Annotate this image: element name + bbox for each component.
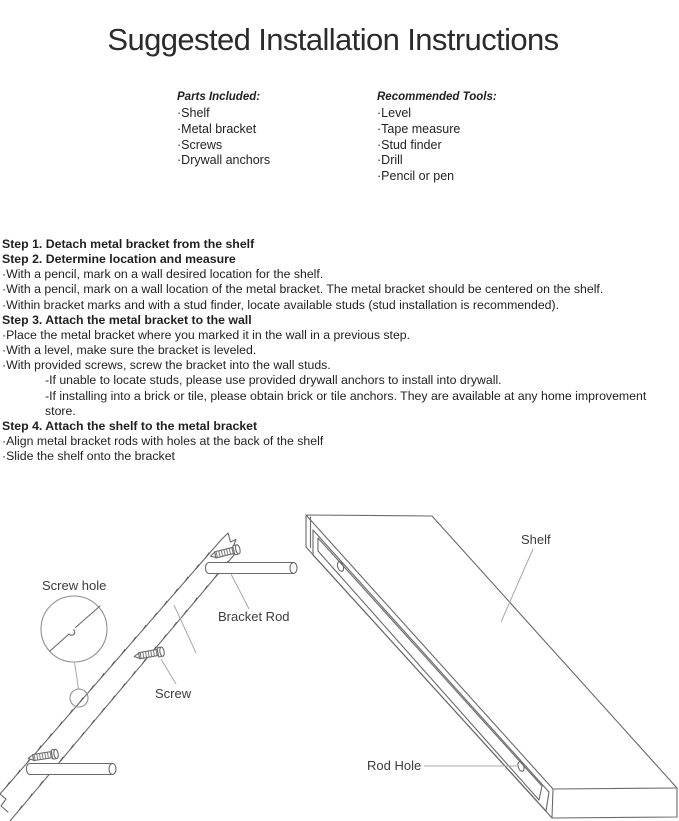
step-bullet: ·With provided screws, screw the bracket into the wall studs. (2, 358, 331, 373)
screw-hole-label: Screw hole (42, 578, 107, 593)
steps-section (2, 237, 679, 464)
tools-item: ·Stud finder (377, 137, 442, 152)
screw-hole-magnifier (41, 596, 107, 707)
tools-item: ·Drill (377, 153, 403, 168)
screw-middle (133, 647, 164, 662)
step-heading: Step 3. Attach the metal bracket to the wall (2, 312, 252, 327)
bracket-rod-label: Bracket Rod (218, 609, 290, 624)
step-bullet: ·Slide the shelf onto the bracket (2, 449, 175, 464)
rod-hole-label: Rod Hole (367, 758, 422, 773)
step-subnote: -If unable to locate studs, please use provided drywall anchors to install into drywall. (45, 373, 502, 388)
screw-pointer-line (161, 659, 176, 684)
bracket-rod-top (206, 563, 298, 574)
bracket-bottom-end (0, 794, 8, 812)
shelf-label: Shelf (521, 532, 551, 547)
step-bullet: ·With a level, make sure the bracket is leveled. (2, 343, 257, 358)
step-heading: Step 4. Attach the shelf to the metal bracket (2, 418, 258, 433)
parts-item: ·Shelf (177, 106, 210, 120)
shelf-drawing (306, 515, 677, 818)
parts-item: ·Screws (177, 137, 223, 152)
screw-top (209, 544, 241, 560)
recommended-tools-section (377, 90, 497, 185)
step-bullet: ·With a pencil, mark on a wall desired location for the shelf. (2, 267, 324, 282)
screw-bottom (27, 749, 58, 763)
tools-heading: Recommended Tools: (377, 91, 497, 103)
step-heading: Step 2. Determine location and measure (2, 252, 236, 267)
step-bullet: ·Place the metal bracket where you marked it in the wall in a previous step. (2, 327, 411, 342)
bracket-rod-pointer-line (231, 574, 249, 609)
tools-item: ·Level (377, 106, 412, 120)
metal-bracket-drawing (0, 533, 236, 821)
screw-label: Screw (155, 686, 192, 701)
parts-item: ·Metal bracket (177, 121, 257, 136)
page-title: Suggested Installation Instructions (107, 21, 559, 57)
step-heading: Step 1. Detach metal bracket from the shelf (2, 237, 255, 251)
tools-item: ·Pencil or pen (377, 169, 455, 184)
screw-hole-marker (70, 689, 88, 707)
bracket-rod-bottom (27, 764, 117, 775)
parts-heading: Parts Included: (177, 91, 261, 103)
step-bullet: ·Align metal bracket rods with holes at the back of the shelf (2, 434, 324, 449)
parts-included-section (177, 90, 270, 169)
step-bullet: ·With a pencil, mark on a wall location of the metal bracket. The metal bracket should be centered on the shelf. (2, 282, 604, 297)
step-subnote: -If installing into a brick or tile, please obtain brick or tile anchors. They are available at any home improvement store. (45, 388, 647, 418)
installation-diagram (0, 480, 679, 821)
parts-item: ·Drywall anchors (177, 153, 271, 168)
step-bullet: ·Within bracket marks and with a stud finder, locate available studs (stud installation is recommended). (2, 297, 560, 312)
tools-item: ·Tape measure (377, 121, 461, 136)
